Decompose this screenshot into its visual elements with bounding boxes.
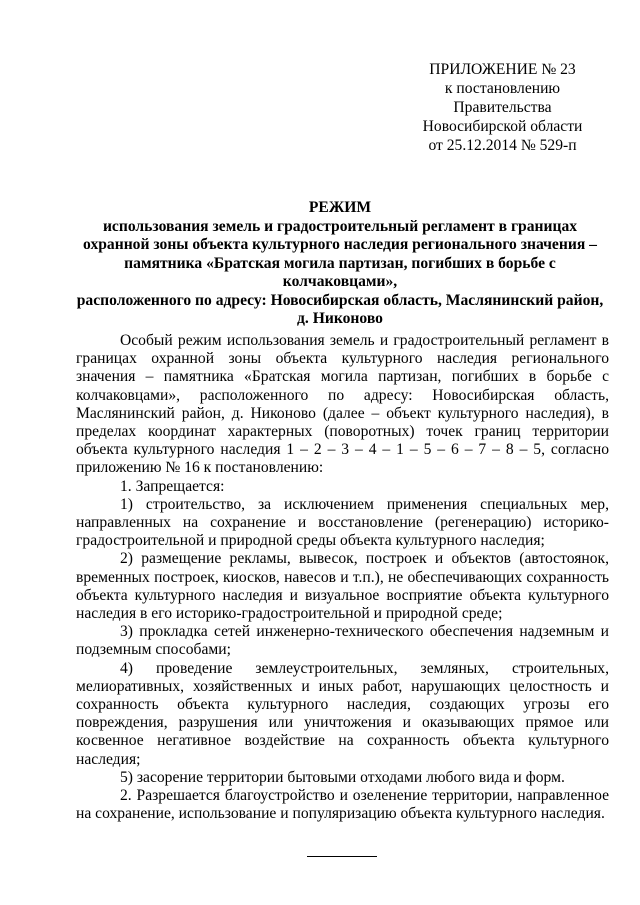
intro-paragraph: Особый режим использования земель и градостроительный регламент в границах охранной зоны объекта культурного наследия регионального значения – памятника «Братская могила партизан, погибших в борьбе с колчаковцами», расположенного по адресу: Новосибирская область, Маслянинский район, д. Никоново (далее – объект культурного наследия), в пределах координат характерных (поворотных) точек границ территории объекта культурного наследия 1 – 2 – 3 – 4 – 1 – 5 – 6 – 7 – 8 – 5, согласно приложению № 16 к постановлению:	[76, 332, 609, 477]
footer-divider	[307, 856, 377, 857]
title-line: использования земель и градостроительный регламент в границах	[102, 217, 578, 235]
prohibition-item: 4) проведение землеустроительных, земляных, строительных, мелиоративных, хозяйственных и иных работ, нарушающих целостность и сохранность объекта культурного наследия, создающих угрозы его повреждения, разрушения или уничтожения и оказывающих прямое или косвенное негативное воздействие на сохранность объекта культурного наследия;	[76, 659, 609, 768]
appendix-header	[395, 60, 610, 155]
title-line: охранной зоны объекта культурного наследия регионального значения –	[83, 236, 597, 253]
title-line: д. Никоново	[297, 310, 383, 327]
appendix-reference: к постановлению Правительства	[444, 80, 561, 116]
document-body	[76, 332, 609, 823]
prohibition-item: 2) размещение рекламы, вывесок, построек и объектов (автостоянок, временных построек, киосков, навесов и т.п.), не обеспечивающих сохранность объекта культурного наследия и визуальное восприятие объекта культурного наследия в его историко-градостроительной и природной среде;	[76, 550, 609, 623]
title-line: расположенного по адресу: Новосибирская область, Маслянинский район,	[76, 291, 604, 309]
appendix-date: от 25.12.2014 № 529-п	[428, 137, 577, 154]
section-2-paragraph: 2. Разрешается благоустройство и озеленение территории, направленное на сохранение, использование и популяризацию объекта культурного наследия.	[76, 787, 609, 823]
appendix-region: Новосибирской области	[422, 118, 583, 135]
title-heading: РЕЖИМ	[308, 199, 372, 216]
prohibition-item: 1) строительство, за исключением применения специальных мер, направленных на сохранение и восстановление (регенерацию) историко-градостроительной и природной среды объекта культурного наследия;	[76, 495, 609, 550]
appendix-number: ПРИЛОЖЕНИЕ № 23	[429, 61, 576, 78]
prohibition-item: 3) прокладка сетей инженерно-технического обеспечения надземным и подземным способами;	[76, 623, 609, 659]
document-title	[70, 199, 610, 329]
title-line: памятника «Братская могила партизан, погибших в борьбе с колчаковцами»,	[124, 254, 556, 290]
section-1-heading: 1. Запрещается:	[120, 477, 225, 495]
prohibition-item: 5) засорение территории бытовыми отходами любого вида и форм.	[120, 768, 565, 786]
